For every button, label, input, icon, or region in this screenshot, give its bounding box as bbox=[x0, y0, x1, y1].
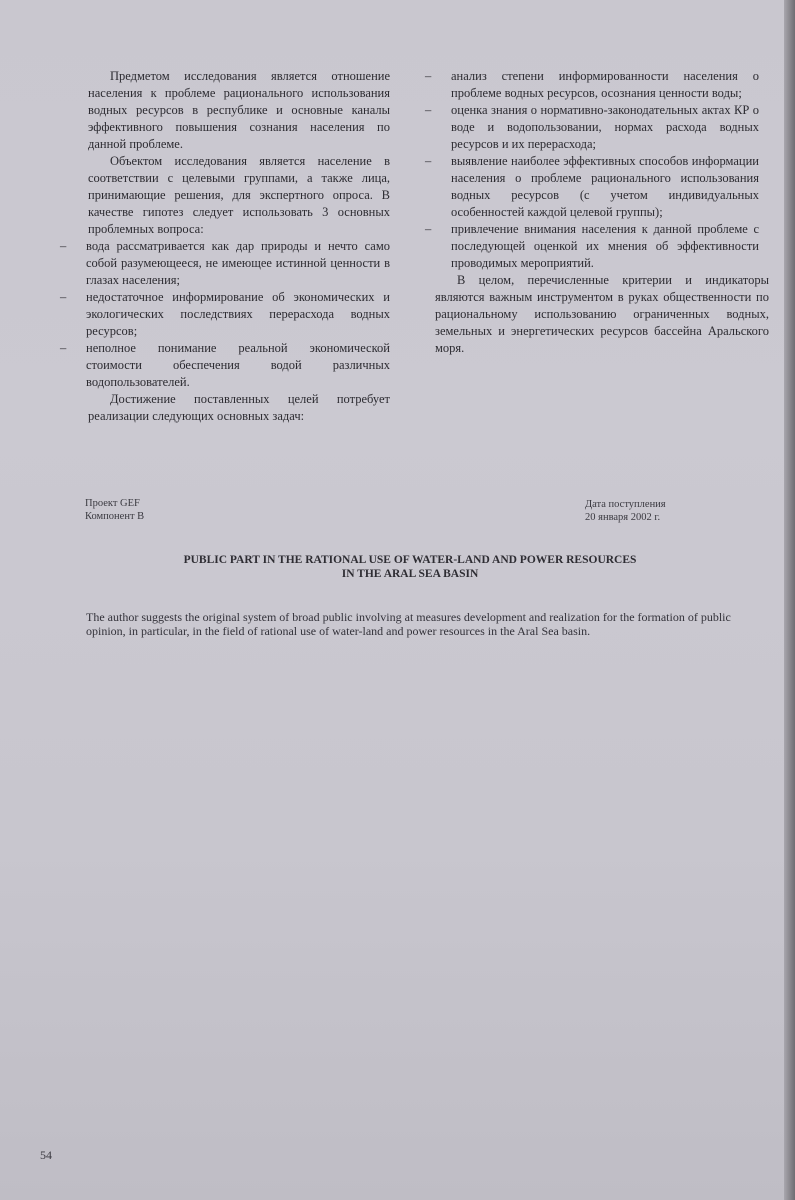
english-abstract: The author suggests the original system of broad public involving at measures development and realization for the formation of public opinion, in particular, in the field of rational use of water-land and power resources in the Aral Sea basin. bbox=[86, 610, 731, 638]
received-date bbox=[585, 498, 666, 524]
project-name: Проект GEF bbox=[85, 498, 140, 509]
list-item: – вода рассматривается как дар природы и нечто само собой разумеющееся, не имеющее истинной ценности в глазах населения; bbox=[60, 238, 390, 289]
list-item: – выявление наиболее эффективных способов информации населения о проблеме рационального использования водных ресурсов (с учетом индивидуальных особенностей каждой целевой группы); bbox=[425, 153, 759, 221]
english-title-line: PUBLIC PART IN THE RATIONAL USE OF WATER-LAND AND POWER RESOURCES bbox=[183, 554, 637, 566]
received-value: 20 января 2002 г. bbox=[585, 512, 661, 523]
paragraph-tasks: Достижение поставленных целей потребует реализации следующих основных задач: bbox=[88, 392, 390, 423]
right-column bbox=[435, 68, 769, 357]
page-edge bbox=[784, 0, 795, 1200]
hypotheses-list bbox=[88, 238, 390, 391]
list-item: – неполное понимание реальной экономической стоимости обеспечения водой различных водопользователей. bbox=[60, 340, 390, 391]
list-item: – недостаточное информирование об экономических и экологических последствиях перерасхода водных ресурсов; bbox=[60, 289, 390, 340]
left-column bbox=[88, 68, 390, 425]
page-number: 54 bbox=[40, 1148, 52, 1162]
english-title-line: IN THE ARAL SEA BASIN bbox=[341, 568, 479, 580]
project-component: Компонент В bbox=[85, 511, 145, 522]
paragraph-conclusion: В целом, перечисленные критерии и индикаторы являются важным инструментом в руках общественности по рациональному использованию ограниченных водных, земельных и энергетических ресурсов бассейна Аральского моря. bbox=[435, 273, 769, 355]
paragraph-subject: Предметом исследования является отношение населения к проблеме рационального использования водных ресурсов в республике и основные каналы эффективного повышения сознания населения по данной проблеме. bbox=[88, 69, 390, 151]
list-item: – привлечение внимания населения к данной проблеме с последующей оценкой их мнения об эффективности проводимых мероприятий. bbox=[425, 221, 759, 272]
list-item: – оценка знания о нормативно-законодательных актах КР о воде и водопользовании, нормах расхода водных ресурсов и их перерасхода; bbox=[425, 102, 759, 153]
list-item: – анализ степени информированности населения о проблеме водных ресурсов, осознания ценности воды; bbox=[425, 68, 759, 102]
paragraph-object: Объектом исследования является население в соответствии с целевыми группами, а также лица, принимающие решения, для экспертного опроса. В качестве гипотез следует использовать 3 основных проблемных вопроса: bbox=[88, 154, 390, 236]
received-label: Дата поступления bbox=[585, 499, 666, 510]
english-title bbox=[80, 553, 740, 581]
tasks-list bbox=[435, 68, 769, 272]
project-info bbox=[85, 497, 144, 523]
